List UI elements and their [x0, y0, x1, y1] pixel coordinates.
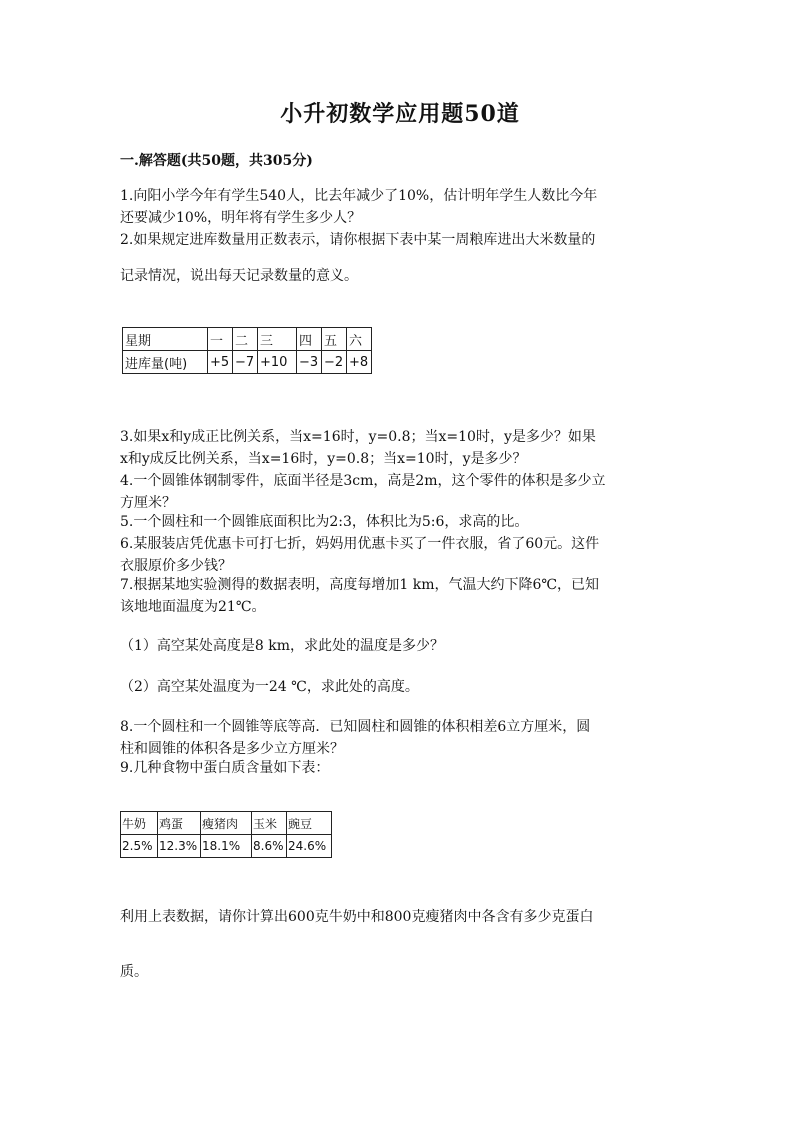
- question-2-line-1: 2.如果规定进库数量用正数表示，请你根据下表中某一周粮库进出大米数量的: [120, 232, 596, 248]
- table-cell: 8.6%: [252, 835, 287, 858]
- question-7-line-1: 7.根据某地实验测得的数据表明，高度每增加1 km，气温大约下降6℃，已知: [120, 577, 600, 593]
- section-heading: 一.解答题(共50题，共305分): [120, 153, 313, 169]
- question-9-line-3: 质。: [120, 964, 148, 980]
- table-row: [123, 328, 372, 351]
- table-cell: +10: [258, 351, 297, 374]
- table-cell: 瘦猪肉: [201, 812, 252, 835]
- table-cell: 18.1%: [201, 835, 252, 858]
- table-cell: 四: [297, 328, 322, 351]
- table-cell: 三: [258, 328, 297, 351]
- question-8-line-1: 8.一个圆柱和一个圆锥等底等高．已知圆柱和圆锥的体积相差6立方厘米，圆: [120, 719, 591, 735]
- table-cell: 24.6%: [287, 835, 332, 858]
- table-cell: 一: [208, 328, 233, 351]
- table-cell: 12.3%: [158, 835, 201, 858]
- table-cell: −2: [322, 351, 347, 374]
- table-cell: +5: [208, 351, 233, 374]
- question-6-line-1: 6.某服装店凭优惠卡可打七折，妈妈用优惠卡买了一件衣服，省了60元。这件: [120, 536, 600, 552]
- table-cell: −3: [297, 351, 322, 374]
- question-1-line-2: 还要减少10%，明年将有学生多少人？: [120, 210, 362, 226]
- table-cell: −7: [233, 351, 258, 374]
- protein-content-table: [120, 811, 332, 858]
- table-cell: 2.5%: [121, 835, 158, 858]
- table-cell: 鸡蛋: [158, 812, 201, 835]
- question-6-line-2: 衣服原价多少钱？: [120, 558, 232, 574]
- question-8-line-2: 柱和圆锥的体积各是多少立方厘米？: [120, 741, 344, 757]
- question-7-subquestion-2: （2）高空某处温度为一24 ℃，求此处的高度。: [120, 679, 419, 695]
- question-5: 5.一个圆柱和一个圆锥底面积比为2:3，体积比为5:6，求高的比。: [120, 514, 529, 530]
- question-9: 9.几种食物中蛋白质含量如下表：: [120, 760, 330, 776]
- table-row: [123, 351, 372, 374]
- question-2-line-2: 记录情况，说出每天记录数量的意义。: [120, 268, 358, 284]
- table-cell: 星期: [123, 328, 208, 351]
- table-cell: 五: [322, 328, 347, 351]
- table-cell: +8: [347, 351, 372, 374]
- table-row: [121, 835, 332, 858]
- grain-inventory-table: [122, 327, 372, 374]
- table-cell: 二: [233, 328, 258, 351]
- question-4-line-2: 方厘米？: [120, 495, 176, 511]
- table-cell: 六: [347, 328, 372, 351]
- question-3-line-2: x和y成反比例关系，当x=16时，y=0.8；当x=10时，y是多少？: [120, 451, 527, 467]
- question-7-line-2: 该地地面温度为21℃。: [120, 599, 266, 615]
- table-cell: 豌豆: [287, 812, 332, 835]
- table-cell: 进库量(吨): [123, 351, 208, 374]
- page-title: 小升初数学应用题50道: [280, 101, 520, 127]
- table-row: [121, 812, 332, 835]
- question-1-line-1: 1.向阳小学今年有学生540人，比去年减少了10%，估计明年学生人数比今年: [120, 188, 598, 204]
- question-9-line-2: 利用上表数据，请你计算出600克牛奶中和800克瘦猪肉中各含有多少克蛋白: [120, 909, 594, 925]
- question-4-line-1: 4.一个圆锥体钢制零件，底面半径是3cm，高是2m，这个零件的体积是多少立: [120, 473, 606, 489]
- table-cell: 玉米: [252, 812, 287, 835]
- question-7-subquestion-1: （1）高空某处高度是8 km，求此处的温度是多少？: [120, 638, 445, 654]
- question-3-line-1: 3.如果x和y成正比例关系，当x=16时，y=0.8；当x=10时，y是多少？如果: [120, 429, 596, 445]
- table-cell: 牛奶: [121, 812, 158, 835]
